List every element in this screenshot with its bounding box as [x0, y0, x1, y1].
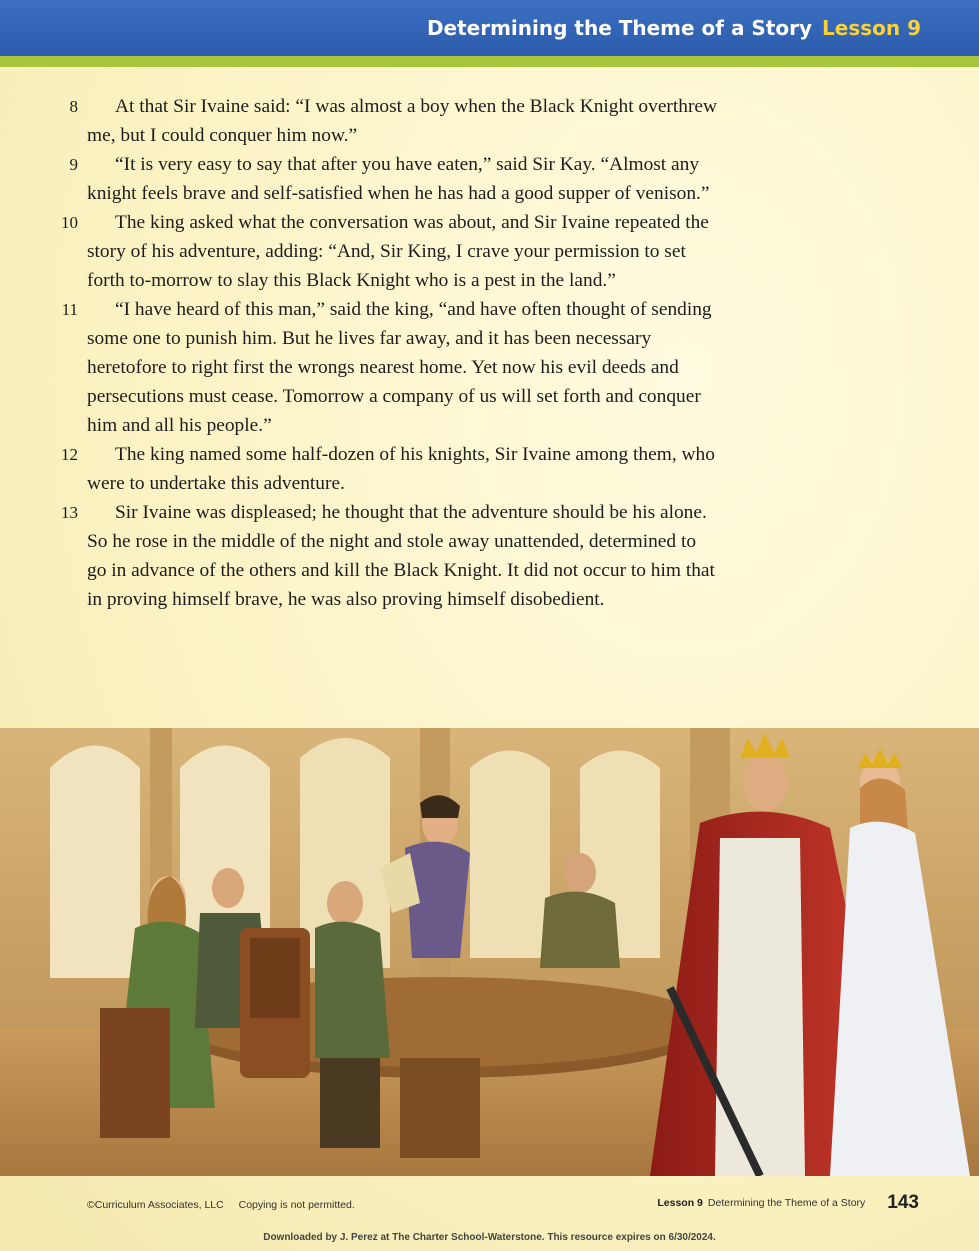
download-note: Downloaded by J. Perez at The Charter School-Waterstone. This resource expires on 6/30/2024. — [263, 1232, 716, 1243]
paragraph-text: At that Sir Ivaine said: “I was almost a boy when the Black Knight overthrew me, but I could conquer him now.” — [87, 96, 718, 146]
footer-lesson-label: Lesson 9 — [657, 1197, 703, 1209]
footer-copyright — [87, 1199, 355, 1211]
paragraph-12 — [0, 440, 720, 498]
page-header — [0, 0, 979, 56]
paragraph-text: The king named some half-dozen of his knights, Sir Ivaine among them, who were to undertake this adventure. — [87, 444, 715, 494]
paragraph-text: “I have heard of this man,” said the king, “and have often thought of sending some one to punish him. But he lives far away, and it has been necessary heretofore to right first the wrongs nearest home. Yet now his evil deeds and persecutions must cease. Tomorrow a company of us will set forth and conquer him and all his people.” — [87, 299, 712, 436]
footer-lesson-title: Determining the Theme of a Story — [707, 1197, 866, 1209]
paragraph-number: 11 — [61, 300, 78, 319]
page-number: 143 — [887, 1192, 919, 1213]
lesson-title: Determining the Theme of a Story — [426, 16, 813, 40]
paragraph-number: 10 — [61, 213, 78, 232]
paragraph-text: “It is very easy to say that after you have eaten,” said Sir Kay. “Almost any knight feels brave and self-satisfied when he has had a good supper of venison.” — [87, 154, 710, 204]
paragraph-text: Sir Ivaine was displeased; he thought that the adventure should be his alone. So he rose in the middle of the night and stole away unattended, determined to go in advance of the others and kill the Black Knight. It did not occur to him that in proving himself brave, he was also proving himself disobedient. — [87, 502, 715, 610]
copy-notice: Copying is not permitted. — [238, 1199, 355, 1211]
paragraph-text: The king asked what the conversation was about, and Sir Ivaine repeated the story of his adventure, adding: “And, Sir King, I crave your permission to set forth to-morrow to slay this Black Knight who is a pest in the land.” — [87, 212, 709, 291]
paragraph-10 — [0, 208, 720, 295]
paragraph-13 — [0, 498, 720, 614]
header-stripe — [0, 56, 979, 67]
footer-lesson-info — [657, 1192, 919, 1214]
paragraph-number: 8 — [69, 97, 78, 116]
paragraph-8 — [0, 92, 720, 150]
lesson-number: Lesson 9 — [822, 16, 921, 40]
copyright-text: ©Curriculum Associates, LLC — [87, 1199, 224, 1211]
round-table-illustration — [0, 728, 979, 1176]
paragraph-number: 12 — [61, 445, 78, 464]
story-passage — [0, 92, 720, 614]
paragraph-number: 9 — [69, 155, 78, 174]
paragraph-9 — [0, 150, 720, 208]
paragraph-11 — [0, 295, 720, 440]
paragraph-number: 13 — [61, 503, 78, 522]
